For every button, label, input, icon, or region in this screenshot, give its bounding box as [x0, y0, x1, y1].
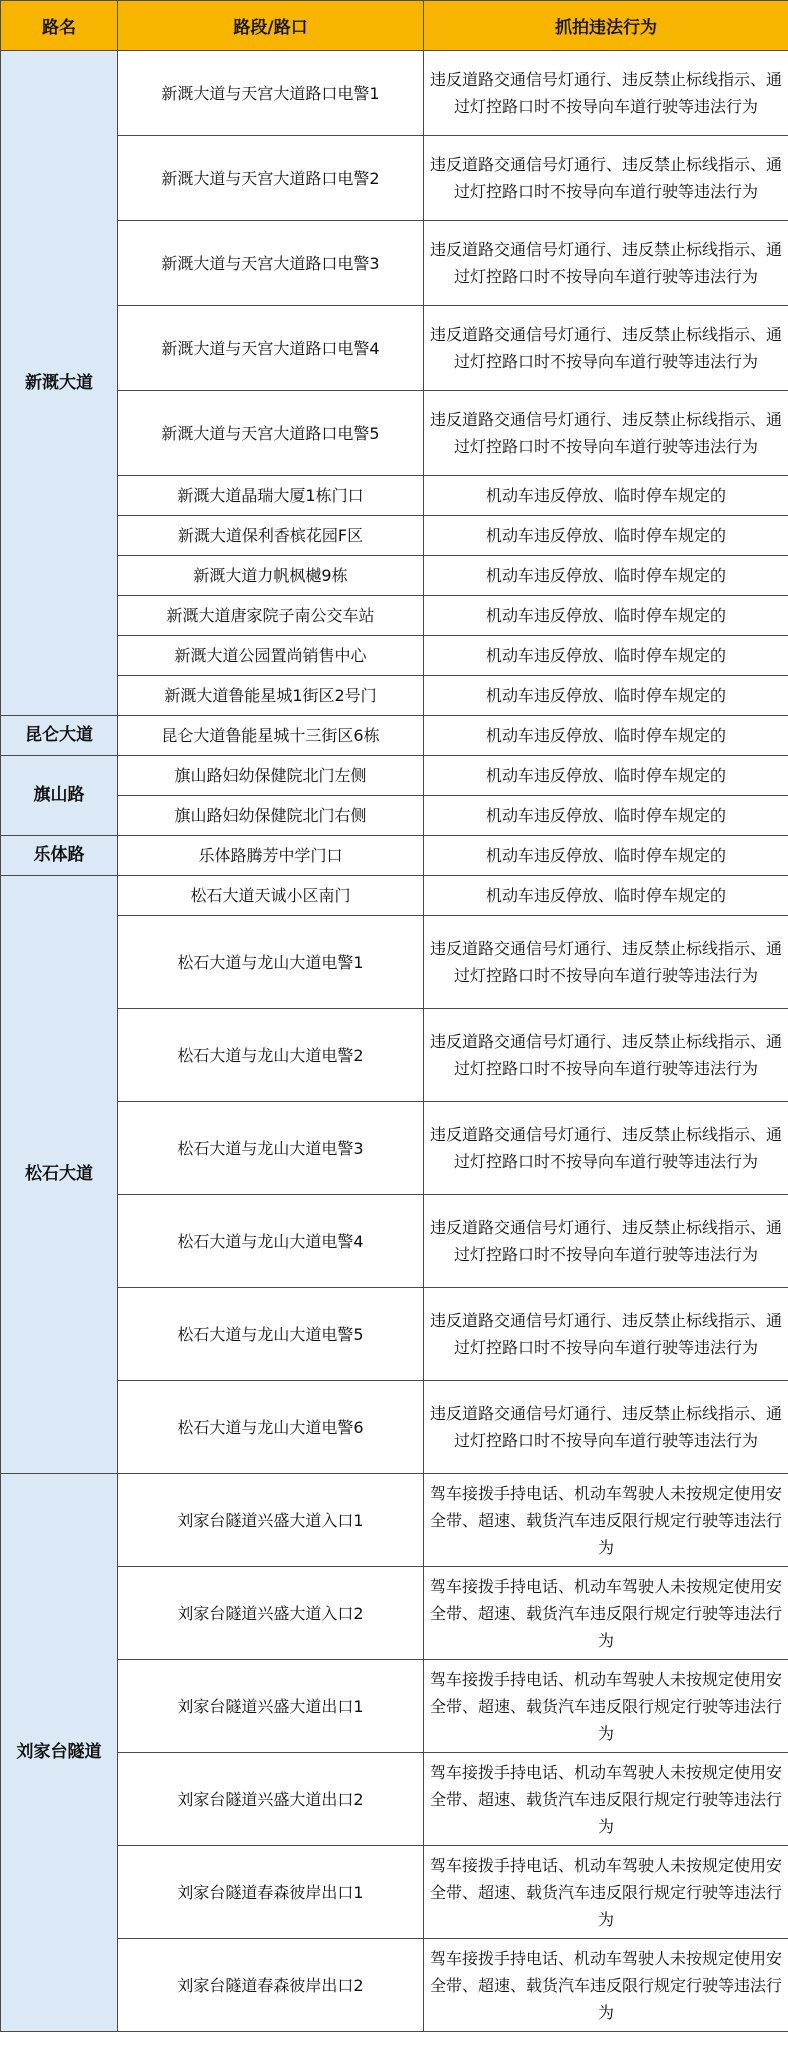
table-row	[1, 1288, 788, 1381]
table-row	[1, 476, 788, 516]
site-cell: 松石大道与龙山大道电警4	[118, 1195, 424, 1288]
behavior-cell: 机动车违反停放、临时停车规定的	[424, 476, 788, 516]
behavior-cell: 违反道路交通信号灯通行、违反禁止标线指示、通过灯控路口时不按导向车道行驶等违法行为	[424, 306, 788, 391]
table-row	[1, 1474, 788, 1567]
behavior-cell: 驾车接拨手持电话、机动车驾驶人未按规定使用安全带、超速、载货汽车违反限行规定行驶等违法行为	[424, 1474, 788, 1567]
behavior-cell: 驾车接拨手持电话、机动车驾驶人未按规定使用安全带、超速、载货汽车违反限行规定行驶等违法行为	[424, 1753, 788, 1846]
table-row	[1, 556, 788, 596]
site-cell: 昆仑大道鲁能星城十三街区6栋	[118, 716, 424, 756]
site-cell: 刘家台隧道兴盛大道出口2	[118, 1753, 424, 1846]
behavior-cell: 机动车违反停放、临时停车规定的	[424, 796, 788, 836]
table-row	[1, 876, 788, 916]
site-cell: 松石大道与龙山大道电警6	[118, 1381, 424, 1474]
header-behavior: 抓拍违法行为	[424, 1, 788, 51]
site-cell: 新溉大道晶瑞大厦1栋门口	[118, 476, 424, 516]
table-row	[1, 1381, 788, 1474]
road-name-cell: 昆仑大道	[1, 716, 118, 756]
header-road: 路名	[1, 1, 118, 51]
table-row	[1, 836, 788, 876]
behavior-cell: 机动车违反停放、临时停车规定的	[424, 756, 788, 796]
site-cell: 刘家台隧道兴盛大道入口1	[118, 1474, 424, 1567]
road-name-cell: 旗山路	[1, 756, 118, 836]
behavior-cell: 违反道路交通信号灯通行、违反禁止标线指示、通过灯控路口时不按导向车道行驶等违法行为	[424, 51, 788, 136]
behavior-cell: 机动车违反停放、临时停车规定的	[424, 556, 788, 596]
table-row	[1, 1567, 788, 1660]
site-cell: 刘家台隧道兴盛大道出口1	[118, 1660, 424, 1753]
behavior-cell: 违反道路交通信号灯通行、违反禁止标线指示、通过灯控路口时不按导向车道行驶等违法行为	[424, 1102, 788, 1195]
site-cell: 松石大道与龙山大道电警5	[118, 1288, 424, 1381]
table-row	[1, 916, 788, 1009]
site-cell: 新溉大道保利香槟花园F区	[118, 516, 424, 556]
table-row	[1, 676, 788, 716]
header-row	[1, 1, 788, 51]
table-row	[1, 1939, 788, 2032]
site-cell: 新溉大道唐家院子南公交车站	[118, 596, 424, 636]
table-row	[1, 1009, 788, 1102]
behavior-cell: 机动车违反停放、临时停车规定的	[424, 836, 788, 876]
table-row	[1, 136, 788, 221]
road-name-cell: 乐体路	[1, 836, 118, 876]
site-cell: 松石大道与龙山大道电警1	[118, 916, 424, 1009]
table-row	[1, 306, 788, 391]
behavior-cell: 机动车违反停放、临时停车规定的	[424, 596, 788, 636]
table-row	[1, 756, 788, 796]
behavior-cell: 违反道路交通信号灯通行、违反禁止标线指示、通过灯控路口时不按导向车道行驶等违法行为	[424, 136, 788, 221]
behavior-cell: 违反道路交通信号灯通行、违反禁止标线指示、通过灯控路口时不按导向车道行驶等违法行为	[424, 1009, 788, 1102]
table-row	[1, 596, 788, 636]
site-cell: 新溉大道与天宫大道路口电警5	[118, 391, 424, 476]
table-row	[1, 1195, 788, 1288]
road-name-cell: 刘家台隧道	[1, 1474, 118, 2032]
table-row	[1, 1753, 788, 1846]
behavior-cell: 机动车违反停放、临时停车规定的	[424, 716, 788, 756]
table-row	[1, 51, 788, 136]
site-cell: 松石大道天诚小区南门	[118, 876, 424, 916]
road-name-cell: 松石大道	[1, 876, 118, 1474]
behavior-cell: 机动车违反停放、临时停车规定的	[424, 636, 788, 676]
site-cell: 刘家台隧道春森彼岸出口1	[118, 1846, 424, 1939]
table-row	[1, 516, 788, 556]
site-cell: 新溉大道力帆枫樾9栋	[118, 556, 424, 596]
site-cell: 新溉大道与天宫大道路口电警2	[118, 136, 424, 221]
site-cell: 新溉大道与天宫大道路口电警1	[118, 51, 424, 136]
road-name-cell: 新溉大道	[1, 51, 118, 716]
behavior-cell: 违反道路交通信号灯通行、违反禁止标线指示、通过灯控路口时不按导向车道行驶等违法行为	[424, 1381, 788, 1474]
site-cell: 刘家台隧道春森彼岸出口2	[118, 1939, 424, 2032]
behavior-cell: 违反道路交通信号灯通行、违反禁止标线指示、通过灯控路口时不按导向车道行驶等违法行为	[424, 1288, 788, 1381]
site-cell: 松石大道与龙山大道电警3	[118, 1102, 424, 1195]
behavior-cell: 违反道路交通信号灯通行、违反禁止标线指示、通过灯控路口时不按导向车道行驶等违法行为	[424, 1195, 788, 1288]
table-row	[1, 1102, 788, 1195]
behavior-cell: 违反道路交通信号灯通行、违反禁止标线指示、通过灯控路口时不按导向车道行驶等违法行为	[424, 391, 788, 476]
site-cell: 新溉大道公园置尚销售中心	[118, 636, 424, 676]
site-cell: 乐体路腾芳中学门口	[118, 836, 424, 876]
header-site: 路段/路口	[118, 1, 424, 51]
site-cell: 旗山路妇幼保健院北门右侧	[118, 796, 424, 836]
site-cell: 刘家台隧道兴盛大道入口2	[118, 1567, 424, 1660]
behavior-cell: 违反道路交通信号灯通行、违反禁止标线指示、通过灯控路口时不按导向车道行驶等违法行为	[424, 221, 788, 306]
table-row	[1, 1660, 788, 1753]
behavior-cell: 驾车接拨手持电话、机动车驾驶人未按规定使用安全带、超速、载货汽车违反限行规定行驶等违法行为	[424, 1660, 788, 1753]
site-cell: 新溉大道鲁能星城1街区2号门	[118, 676, 424, 716]
site-cell: 新溉大道与天宫大道路口电警3	[118, 221, 424, 306]
behavior-cell: 驾车接拨手持电话、机动车驾驶人未按规定使用安全带、超速、载货汽车违反限行规定行驶等违法行为	[424, 1939, 788, 2032]
table-row	[1, 796, 788, 836]
site-cell: 新溉大道与天宫大道路口电警4	[118, 306, 424, 391]
table-row	[1, 391, 788, 476]
site-cell: 旗山路妇幼保健院北门左侧	[118, 756, 424, 796]
table-row	[1, 716, 788, 756]
table-row	[1, 636, 788, 676]
behavior-cell: 机动车违反停放、临时停车规定的	[424, 516, 788, 556]
behavior-cell: 违反道路交通信号灯通行、违反禁止标线指示、通过灯控路口时不按导向车道行驶等违法行为	[424, 916, 788, 1009]
behavior-cell: 机动车违反停放、临时停车规定的	[424, 876, 788, 916]
table-row	[1, 1846, 788, 1939]
behavior-cell: 驾车接拨手持电话、机动车驾驶人未按规定使用安全带、超速、载货汽车违反限行规定行驶等违法行为	[424, 1846, 788, 1939]
behavior-cell: 驾车接拨手持电话、机动车驾驶人未按规定使用安全带、超速、载货汽车违反限行规定行驶等违法行为	[424, 1567, 788, 1660]
table-row	[1, 221, 788, 306]
site-cell: 松石大道与龙山大道电警2	[118, 1009, 424, 1102]
behavior-cell: 机动车违反停放、临时停车规定的	[424, 676, 788, 716]
